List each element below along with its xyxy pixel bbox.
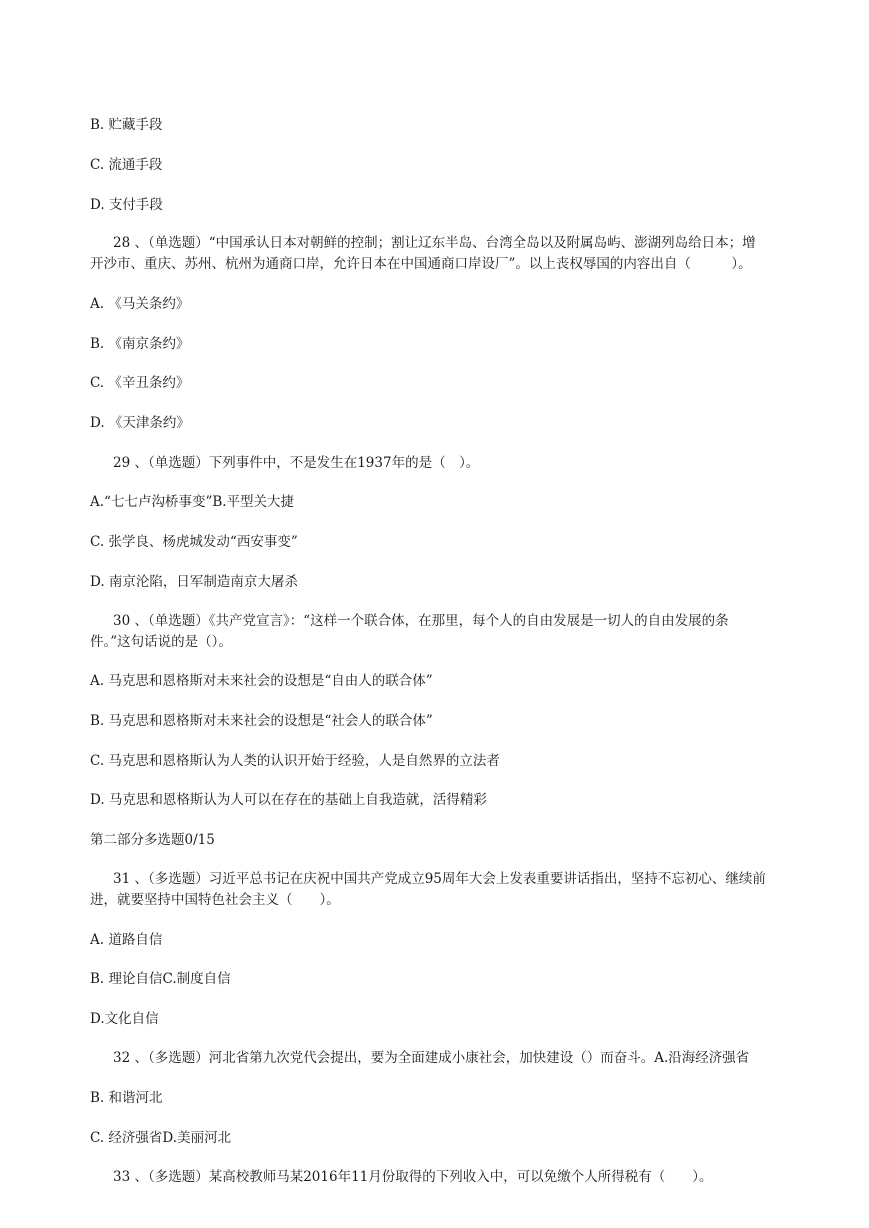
question-28-line-1: 28 、（单选题）“中国承认日本对朝鲜的控制；割让辽东半岛、台湾全岛以及附属岛屿、澎湖列岛给日本；增 (113, 235, 756, 251)
option-c-d-q32: C. 经济强省D.美丽河北 (90, 1130, 232, 1146)
question-30-line-1: 30 、（单选题）《共产党宣言》：“这样一个联合体，在那里，每个人的自由发展是一切人的自由发展的条 (113, 613, 729, 629)
option-a-q30: A. 马克思和恩格斯对未来社会的设想是“自由人的联合体” (90, 673, 433, 689)
question-28-line-2: 开沙市、重庆、苏州、杭州为通商口岸，允许日本在中国通商口岸设厂”。以上丧权辱国的内容出自（ ）。 (90, 256, 752, 272)
question-31-line-1: 31 、（多选题）习近平总书记在庆祝中国共产党成立95周年大会上发表重要讲话指出，坚持不忘初心、继续前 (113, 871, 766, 887)
question-30-line-2: 件。”这句话说的是（）。 (90, 634, 232, 650)
question-33: 33 、（多选题）某高校教师马某2016年11月份取得的下列收入中，可以免缴个人所得税有（ ）。 (113, 1169, 713, 1185)
option-c-q27: C. 流通手段 (90, 157, 163, 173)
option-c-q29: C. 张学良、杨虎城发动“西安事变” (90, 534, 298, 550)
question-29: 29 、（单选题）下列事件中，不是发生在1937年的是（ ）。 (113, 455, 480, 471)
option-d-q30: D. 马克思和恩格斯认为人可以在存在的基础上自我造就，活得精彩 (90, 792, 487, 808)
option-c-q30: C. 马克思和恩格斯认为人类的认识开始于经验，人是自然界的立法者 (90, 753, 500, 769)
option-d-q31: D.文化自信 (90, 1011, 159, 1027)
option-d-q27: D. 支付手段 (90, 197, 163, 213)
option-a-q28: A. 《马关条约》 (90, 296, 190, 312)
section-2-heading: 第二部分多选题0/15 (90, 832, 215, 848)
option-d-q29: D. 南京沦陷，日军制造南京大屠杀 (90, 574, 298, 590)
option-b-q30: B. 马克思和恩格斯对未来社会的设想是“社会人的联合体” (90, 713, 433, 729)
option-b-q28: B. 《南京条约》 (90, 336, 190, 352)
option-b-q32: B. 和谐河北 (90, 1090, 163, 1106)
option-d-q28: D. 《天津条约》 (90, 415, 190, 431)
question-32: 32 、（多选题）河北省第九次党代会提出，要为全面建成小康社会，加快建设（）而奋斗。A.沿海经济强省 (113, 1050, 750, 1066)
option-c-q28: C. 《辛丑条约》 (90, 375, 190, 391)
question-31-line-2: 进，就要坚持中国特色社会主义（ ）。 (90, 892, 340, 908)
option-b-c-q31: B. 理论自信C.制度自信 (90, 971, 231, 987)
option-a-q31: A. 道路自信 (90, 932, 163, 948)
option-b-q27: B. 贮藏手段 (90, 117, 163, 133)
option-a-b-q29: A.“七七卢沟桥事变”B.平型关大捷 (90, 494, 295, 510)
